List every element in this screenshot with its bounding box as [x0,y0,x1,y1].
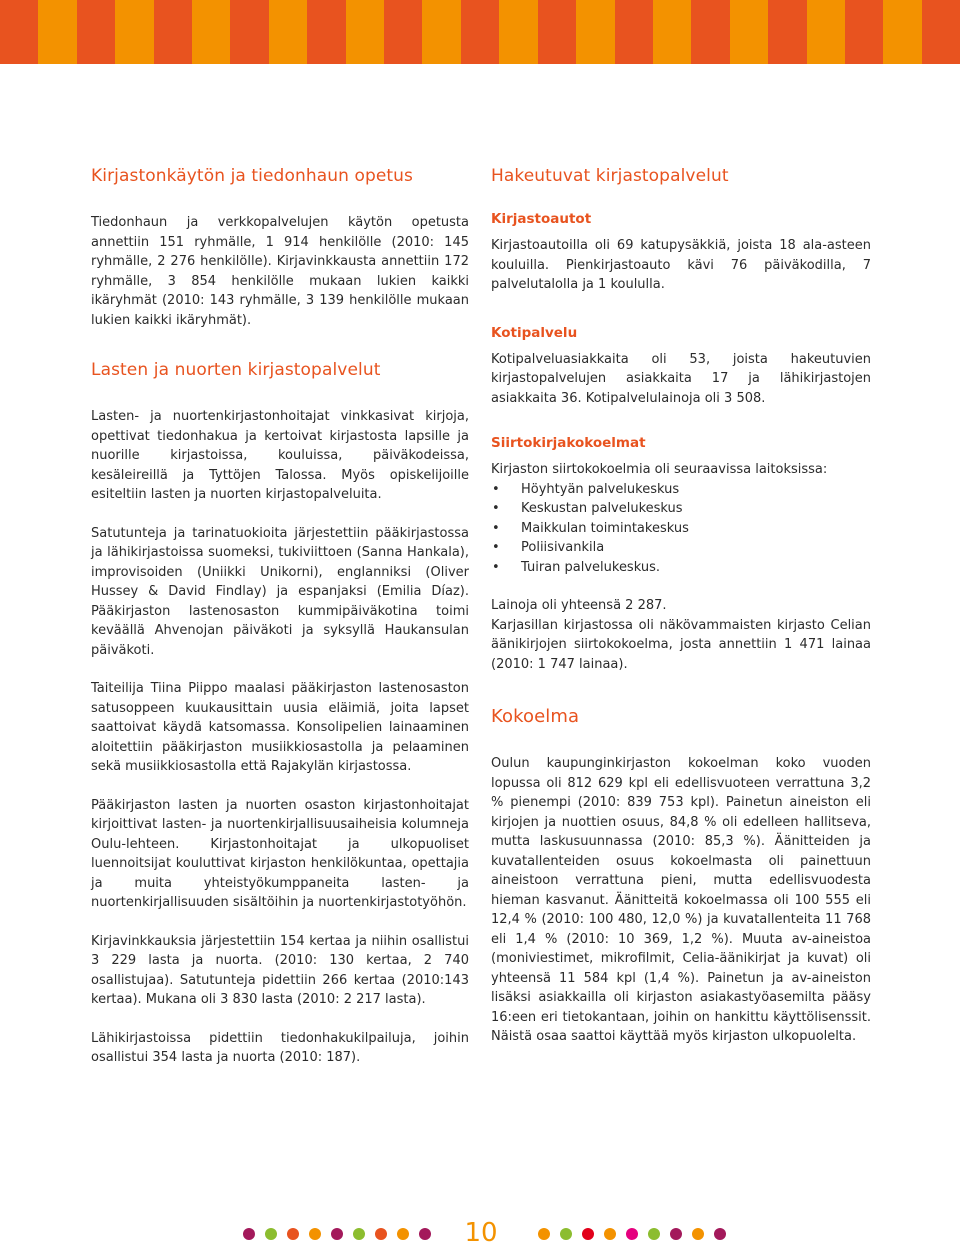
paragraph: Kotipalveluasiakkaita oli 53, joista hakeutuvien kirjastopalvelujen asiakkaita 17 ja lähikirjastojen asiakkaita 36. Kotipalvelulainoja oli 3 508. [491,351,871,406]
color-stripe [807,0,845,64]
decorative-dot [309,1228,321,1240]
heading-kirjastonkayton-opetus: Kirjastonkäytön ja tiedonhaun opetus [91,166,414,186]
decorative-dot [604,1228,616,1240]
paragraph: Satutunteja ja tarinatuokioita järjestettiin pääkirjastossa ja lähikirjastoissa suomeksi, tukiviittoen (Sanna Hankala), improvisoiden (Uniikki Unikorni), englanniksi (Oliver Hussey & David Findlay) ja espanjaksi (Emilia Díaz). Pääkirjaston lastenosaston kummipäiväkotina toimi keväällä Ahvenojan päiväkoti ja syksyllä Haukansulan päiväkoti. [91,525,469,658]
paragraph: Kirjaston siirtokokoelmia oli seuraavissa laitoksissa: [491,462,828,477]
page-number: 10 [464,1218,498,1248]
subheading-siirtokirjakokoelmat: Siirtokirjakokoelmat [491,435,646,451]
paragraph: Kirjavinkkauksia järjestettiin 154 kertaa ja niihin osallistui 3 229 lasta ja nuorta. (2010: 130 kertaa, 2 740 osallistujaa). Satutunteja pidettiin 266 kertaa (2010:143 kertaa). Mukana oli 3 830 lasta (2010: 2 217 lasta). [91,933,469,1007]
decorative-dot [560,1228,572,1240]
page-footer [0,1216,960,1246]
color-stripe [845,0,883,64]
decorative-dots-left [243,1228,431,1240]
decorative-dots-right [538,1228,726,1240]
right-column [491,163,871,1066]
decorative-dot [582,1228,594,1240]
decorative-dot [243,1228,255,1240]
paragraph: Lasten- ja nuortenkirjastonhoitajat vinkkasivat kirjoja, opettivat tiedonhakua ja kertoivat kirjastosta lapsille ja nuorille kirjastoissa, kouluissa, päiväkodeissa, kesäleireillä ja Tyttöjen Talossa. Myös opiskelijoille esiteltiin lasten ja nuorten kirjastopalveluita. [91,409,469,502]
decorative-dot [714,1228,726,1240]
color-stripe [730,0,768,64]
paragraph: Lähikirjastoissa pidettiin tiedonhakukilpailuja, joihin osallistui 354 lasta ja nuorta (2010: 187). [91,1030,469,1065]
color-stripe [576,0,614,64]
list-item: • Keskustan palvelukeskus [491,499,871,519]
decorative-dot [331,1228,343,1240]
heading-hakeutuvat-palvelut: Hakeutuvat kirjastopalvelut [491,166,729,186]
color-stripe [461,0,499,64]
decorative-dot [648,1228,660,1240]
left-column [91,163,469,1087]
color-stripe [615,0,653,64]
color-stripe [154,0,192,64]
top-color-stripes [0,0,960,64]
heading-kokoelma: Kokoelma [491,706,580,727]
paragraph: Pääkirjaston lasten ja nuorten osaston kirjastonhoitajat kirjoittivat lasten- ja nuortenkirjallisuusaiheisia kolumneja Oulu-lehteen. Kirjastonhoitajat ja ulkopuoliset luennoitsijat kouluttivat kirjaston henkilökuntaa, opettajia ja muita yhteistyökumppaneita lasten- ja nuortenkirjallisuuden sisältöihin ja nuortenkirjastotyöhön. [91,797,469,910]
color-stripe [346,0,384,64]
color-stripe [77,0,115,64]
decorative-dot [287,1228,299,1240]
paragraph: Tiedonhaun ja verkkopalvelujen käytön opetusta annettiin 151 ryhmälle, 1 914 henkilölle (2010: 145 ryhmälle, 2 276 henkilölle). Kirjavinkkausta annettiin 172 ryhmälle, 3 854 henkilölle mukaan lukien kaikki ikäryhmät (2010: 143 ryhmälle, 3 139 henkilölle mukaan lukien kaikki ikäryhmät). [91,215,469,328]
color-stripe [192,0,230,64]
paragraph: Kirjastoautoilla oli 69 katupysäkkiä, joista 18 ala-asteen kouluilla. Pienkirjastoauto kävi 76 päiväkodilla, 7 palvelutalolla ja 1 koululla. [491,238,871,292]
list-item: • Höyhtyän palvelukeskus [491,480,871,500]
decorative-dot [670,1228,682,1240]
color-stripe [115,0,153,64]
color-stripe [0,0,38,64]
color-stripe [499,0,537,64]
heading-lasten-nuorten-palvelut: Lasten ja nuorten kirjastopalvelut [91,360,381,380]
color-stripe [691,0,729,64]
color-stripe [768,0,806,64]
paragraph: Lainoja oli yhteensä 2 287. [491,598,667,613]
subheading-kirjastoautot: Kirjastoautot [491,211,592,227]
decorative-dot [375,1228,387,1240]
paragraph: Oulun kaupunginkirjaston kokoelman koko vuoden lopussa oli 812 629 kpl eli edellisvuoteen verrattuna 3,2 % pienempi (2010: 839 753 kpl). Painetun aineiston eli kirjojen ja nuottien osuus, 84,8 % oli edelleen hallitseva, mutta laskusuunnassa (2010: 85,3 %). Äänitteiden ja kuvatallenteiden osuus kokoelmasta oli painettuun aineistoon verrattuna pieni, mutta edellisvuodesta hieman kasvanut. Äänitteitä kokoelmassa oli 100 555 eli 12,4 % (2010: 100 480, 12,0 %) ja kuvatallenteita 11 768 eli 1,4 % (2010: 10 369, 1,2 %). Muuta av-aineistoa (moniviestimet, mikrofilmit, Celia-äänikirjat ja kuvat) oli yhteensä 11 584 kpl (1,4 %). Painetun ja av-aineiston lisäksi asiakkailla oli kirjaston asiakastyöasemilta pääsy 16:een eri tietokantaan, joihin on hankittu käyttölisenssit. Näistä osaa saattoi käyttää myös kirjaston ulkopuolelta. [491,756,871,1044]
list-item: • Maikkulan toimintakeskus [491,519,871,539]
list-item: • Tuiran palvelukeskus. [491,558,871,578]
color-stripe [422,0,460,64]
color-stripe [307,0,345,64]
decorative-dot [353,1228,365,1240]
decorative-dot [626,1228,638,1240]
paragraph: Karjasillan kirjastossa oli näkövammaisten kirjasto Celian äänikirjojen siirtokokoelma, josta annettiin 1 471 lainaa (2010: 1 747 lainaa). [491,617,871,672]
decorative-dot [419,1228,431,1240]
paragraph: Taiteilija Tiina Piippo maalasi pääkirjaston lastenosaston satusoppeen kuukausittain uusia eläimiä, joita lapset saattoivat käydä katsomassa. Konsolipelien lainaaminen aloitettiin pääkirjaston musiikkiosastolla ja pelaaminen sekä musiikkiosastolla että Rajakylän kirjastossa. [91,681,469,774]
color-stripe [384,0,422,64]
color-stripe [922,0,960,64]
list-item: • Poliisivankila [491,538,871,558]
decorative-dot [692,1228,704,1240]
subheading-kotipalvelu: Kotipalvelu [491,324,578,341]
decorative-dot [397,1228,409,1240]
decorative-dot [265,1228,277,1240]
color-stripe [38,0,76,64]
color-stripe [653,0,691,64]
color-stripe [269,0,307,64]
decorative-dot [538,1228,550,1240]
color-stripe [538,0,576,64]
bullet-list [491,480,871,578]
color-stripe [883,0,921,64]
color-stripe [230,0,268,64]
